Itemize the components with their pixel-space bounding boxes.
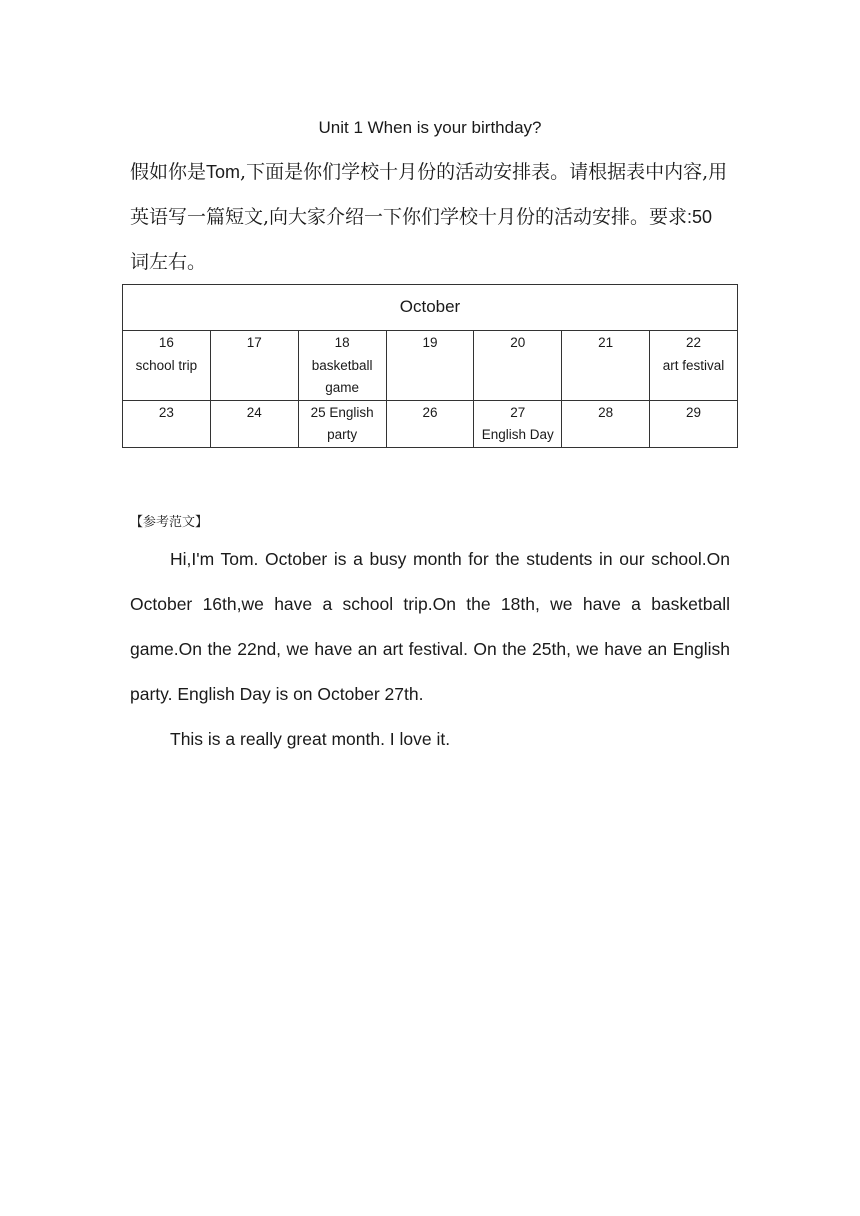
calendar-day-cell (474, 400, 562, 447)
calendar-event: basketball game (311, 357, 373, 395)
prompt-text-1: 假如你是 (130, 161, 207, 183)
prompt-text-3: 词左右。 (130, 251, 207, 273)
calendar-day-number: 16 (158, 335, 174, 350)
reference-essay (130, 537, 730, 762)
calendar-day-number: 27 (510, 404, 526, 420)
calendar-day-number: 26 (422, 404, 438, 420)
prompt-word-count: :50 (687, 207, 713, 227)
prompt-text-2: ,下面是你们学校十月份的活动安排表。请根据表中内容,用英语写一篇短文,向大家介绍一下你们学校十月份的活动安排。要求 (130, 161, 728, 228)
prompt-name: Tom (206, 162, 241, 182)
calendar-day-cell (298, 400, 386, 447)
calendar-day-cell (386, 400, 474, 447)
calendar-day-number: 25 English (310, 404, 374, 420)
unit-title: Unit 1 When is your birthday? (318, 118, 542, 137)
calendar-day-number: 18 (334, 335, 350, 350)
calendar-day-cell (562, 400, 650, 447)
calendar-day-cell (123, 400, 211, 447)
calendar-event: art festival (662, 357, 725, 373)
calendar-day-cell (474, 331, 562, 401)
calendar-day-cell (123, 331, 211, 401)
calendar-week-row (123, 400, 738, 447)
calendar-event: school trip (135, 357, 198, 373)
calendar-day-number: 17 (246, 335, 262, 350)
calendar-day-number: 20 (510, 335, 526, 350)
calendar-day-number: 21 (598, 335, 614, 350)
calendar-day-number: 22 (686, 335, 702, 350)
calendar-week-row (123, 331, 738, 401)
essay-paragraph: Hi,I'm Tom. October is a busy month for the students in our school.On October 16th,we have a school trip.On the 18th, we have a basketball game.On the 22nd, we have an art festival. On the 25th, we have an English party. English Day is on October 27th. (130, 549, 730, 704)
calendar-day-cell (386, 331, 474, 401)
calendar-day-cell (650, 400, 738, 447)
calendar-month-header: October (123, 285, 738, 331)
calendar-day-cell (650, 331, 738, 401)
reference-heading: 【参考范文】 (130, 515, 209, 530)
calendar-day-number: 28 (598, 404, 614, 420)
calendar-day-number: 23 (158, 404, 174, 420)
activity-calendar (122, 284, 738, 448)
essay-paragraph: This is a really great month. I love it. (170, 729, 451, 749)
calendar-day-cell (210, 331, 298, 401)
calendar-body (123, 331, 738, 448)
calendar-day-cell (298, 331, 386, 401)
calendar-day-number: 29 (686, 404, 702, 420)
calendar-event: party (327, 427, 358, 442)
calendar-day-number: 24 (246, 404, 262, 420)
calendar-event: English Day (481, 427, 554, 442)
calendar-day-number: 19 (422, 335, 438, 350)
calendar-day-cell (562, 331, 650, 401)
writing-prompt (130, 150, 735, 285)
calendar-day-cell (210, 400, 298, 447)
